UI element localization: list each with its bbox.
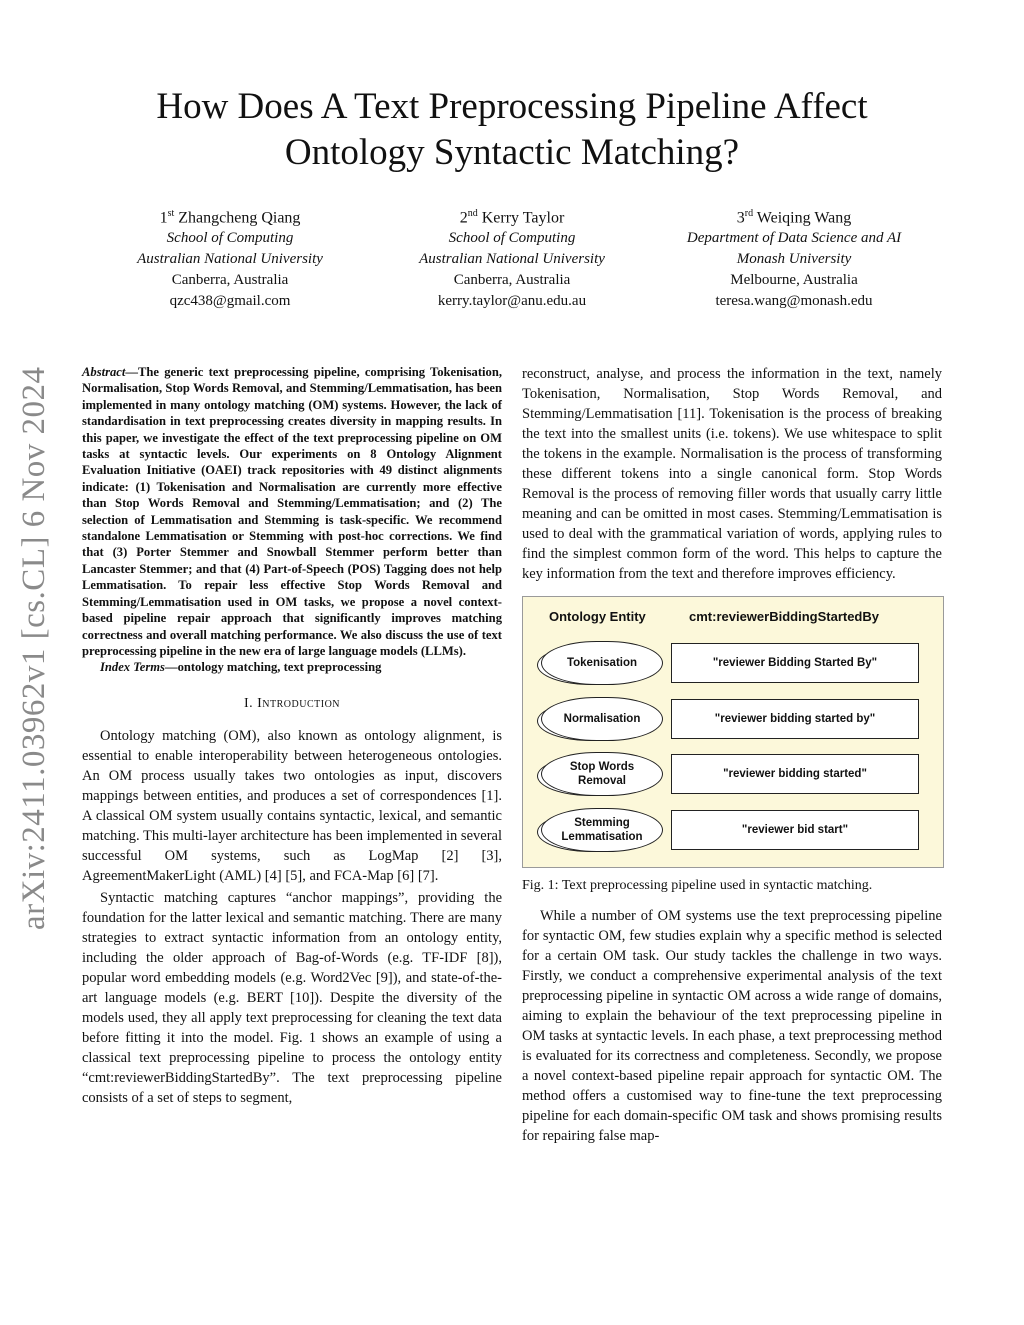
- index-terms: Index Terms—ontology matching, text preprocessing: [100, 660, 382, 675]
- author-name: 2nd Kerry Taylor: [459, 208, 565, 227]
- step-output-tokenisation: "reviewer Bidding Started By": [671, 643, 919, 683]
- section-heading-introduction: I. Introduction: [243, 695, 341, 711]
- author-dept: School of Computing: [166, 230, 294, 247]
- intro-paragraph-1: Ontology matching (OM), also known as ontology alignment, is essential to enable interoperability between heterogeneous ontologies. An OM process usually takes two ontologies as input, discovers mappings between entities, and produces a set of correspondences [1]. A classical OM system usually contains syntactic, lexical, and semantic matching. This multi-layer architecture has been implemented in several successful OM systems, such as LogMap [2] [3], AgreementMakerLight (AML) [4] [5], and FCA-Map [6] [7].: [82, 727, 502, 884]
- figure-header-entity-name: cmt:reviewerBiddingStartedBy: [689, 609, 879, 624]
- left-column: [82, 364, 502, 1108]
- abstract: Abstract—The generic text preprocessing pipeline, comprising Tokenisation, Normalisation, Stop Words Removal, and Stemming/Lemmatisation, has been implemented in many ontology matching (OM) systems. However, the lack of standardisation in text preprocessing creates diversity in mapping results. In this paper, we investigate the effect of the text preprocessing pipeline on OM tasks at syntactic levels. Our experiments on 8 Ontology Alignment Evaluation Initiative (OAEI) track repositories with 49 distinct alignments indicate: (1) Tokenisation and Normalisation are currently more effective than Stop Words Removal and Stemming/Lemmatisation; and (2) The selection of Lemmatisation and Stemming is task-specific. We recommend standalone Lemmatisation or Stemming with post-hoc corrections. We find that (3) Porter Stemmer and Snowball Stemmer perform better than Lancaster Stemmer; and that (4) Part-of-Speech (POS) Tagging does not help Lemmatisation. To repair less effective Stop Words Removal and Stemming/Lemmatisation used in OM tasks, we propose a novel context-based pipeline repair approach that significantly improves matching correctness and overall matching performance. We also discuss the use of text preprocessing pipeline in the new era of large language models (LLMs).: [82, 365, 502, 658]
- step-output-stop-words: "reviewer bidding started": [671, 754, 919, 794]
- author-email[interactable]: kerry.taylor@anu.edu.au: [437, 293, 587, 310]
- author-location: Canberra, Australia: [171, 272, 289, 289]
- author-1: [100, 203, 360, 312]
- author-inst: Australian National University: [137, 251, 323, 268]
- author-inst: Monash University: [736, 251, 852, 268]
- author-name: 3rd Weiqing Wang: [736, 208, 852, 227]
- step-output-stemming: "reviewer bid start": [671, 810, 919, 850]
- author-3: [664, 203, 924, 312]
- author-email[interactable]: teresa.wang@monash.edu: [715, 293, 873, 310]
- author-location: Canberra, Australia: [453, 272, 571, 289]
- author-dept: Department of Data Science and AI: [686, 230, 902, 247]
- author-block: [100, 203, 924, 312]
- figure-header-entity: Ontology Entity: [549, 609, 646, 624]
- intro-paragraph-3: reconstruct, analyse, and process the information in the text, namely Tokenisation, Normalisation, Stop Words Removal, and Stemming/Lemmatisation [11]. Tokenisation is the process of breaking the text into the smallest units (i.e. tokens). We use whitespace to split the tokens in the example. Normalisation is the process of transforming these different tokens into a single canonical form. Stop Words Removal is the process of removing filler words that usually carry little meaning and can be omitted in most cases. Stemming/Lemmatisation is used to deal with the grammatical variation of words, applying rules to find the simplest common form of the word. This helps to capture the key information from the text and therefore improves efficiency.: [522, 366, 942, 582]
- step-cloud-normalisation: Normalisation: [541, 697, 663, 741]
- paper-title: [80, 84, 944, 176]
- author-name: 1st Zhangcheng Qiang: [159, 208, 301, 227]
- arxiv-side-stamp[interactable]: arXiv:2411.03962v1 [cs.CL] 6 Nov 2024: [16, 366, 52, 930]
- intro-paragraph-4: While a number of OM systems use the text preprocessing pipeline for syntactic OM, few studies explain why a specific method is selected for a certain OM task. Our study tackles the challenge in two ways. Firstly, we conduct a comprehensive experimental analysis of the text preprocessing pipeline in syntactic OM across a wide range of domains, aiming to explain the behaviour of the text preprocessing pipeline in OM tasks at syntactic levels. In each phase, a text preprocessing method is evaluated for its correctness and completeness. Secondly, we propose a novel context-based pipeline repair approach for syntactic OM. The method offers a customised way to fine-tune the text preprocessing pipeline for each domain-specific OM task and shows promising results for repairing false map-: [522, 908, 942, 1144]
- author-dept: School of Computing: [448, 230, 576, 247]
- title-line-2: Ontology Syntactic Matching?: [284, 132, 740, 173]
- step-output-normalisation: "reviewer bidding started by": [671, 699, 919, 739]
- right-column: [522, 364, 942, 1146]
- step-cloud-tokenisation: Tokenisation: [541, 641, 663, 685]
- step-cloud-stop-words: Stop Words Removal: [541, 752, 663, 796]
- step-cloud-stemming: Stemming Lemmatisation: [541, 808, 663, 852]
- intro-paragraph-2: Syntactic matching captures “anchor mappings”, providing the foundation for the latter lexical and semantic matching. There are many strategies to extract syntactic information from an ontology entity, including the older approach of Bag-of-Words (e.g. TF-IDF [8]), popular word embedding models (e.g. Word2Vec [9]), and state-of-the-art language models (e.g. BERT [10]). Despite the diversity of the models used, they all apply text preprocessing for cleaning the text data before fitting it into the model. Fig. 1 shows an example of using a classical text preprocessing pipeline to process the ontology entity “cmt:reviewerBiddingStartedBy”. The text preprocessing pipeline consists of a set of steps to segment,: [82, 889, 502, 1106]
- figure-caption: Fig. 1: Text preprocessing pipeline used in syntactic matching.: [522, 878, 873, 893]
- author-location: Melbourne, Australia: [730, 272, 858, 289]
- author-email[interactable]: qzc438@gmail.com: [169, 293, 291, 310]
- author-2: [382, 203, 642, 312]
- author-inst: Australian National University: [419, 251, 605, 268]
- pipeline-figure: [522, 596, 944, 868]
- title-line-1: How Does A Text Preprocessing Pipeline Affect: [156, 86, 868, 127]
